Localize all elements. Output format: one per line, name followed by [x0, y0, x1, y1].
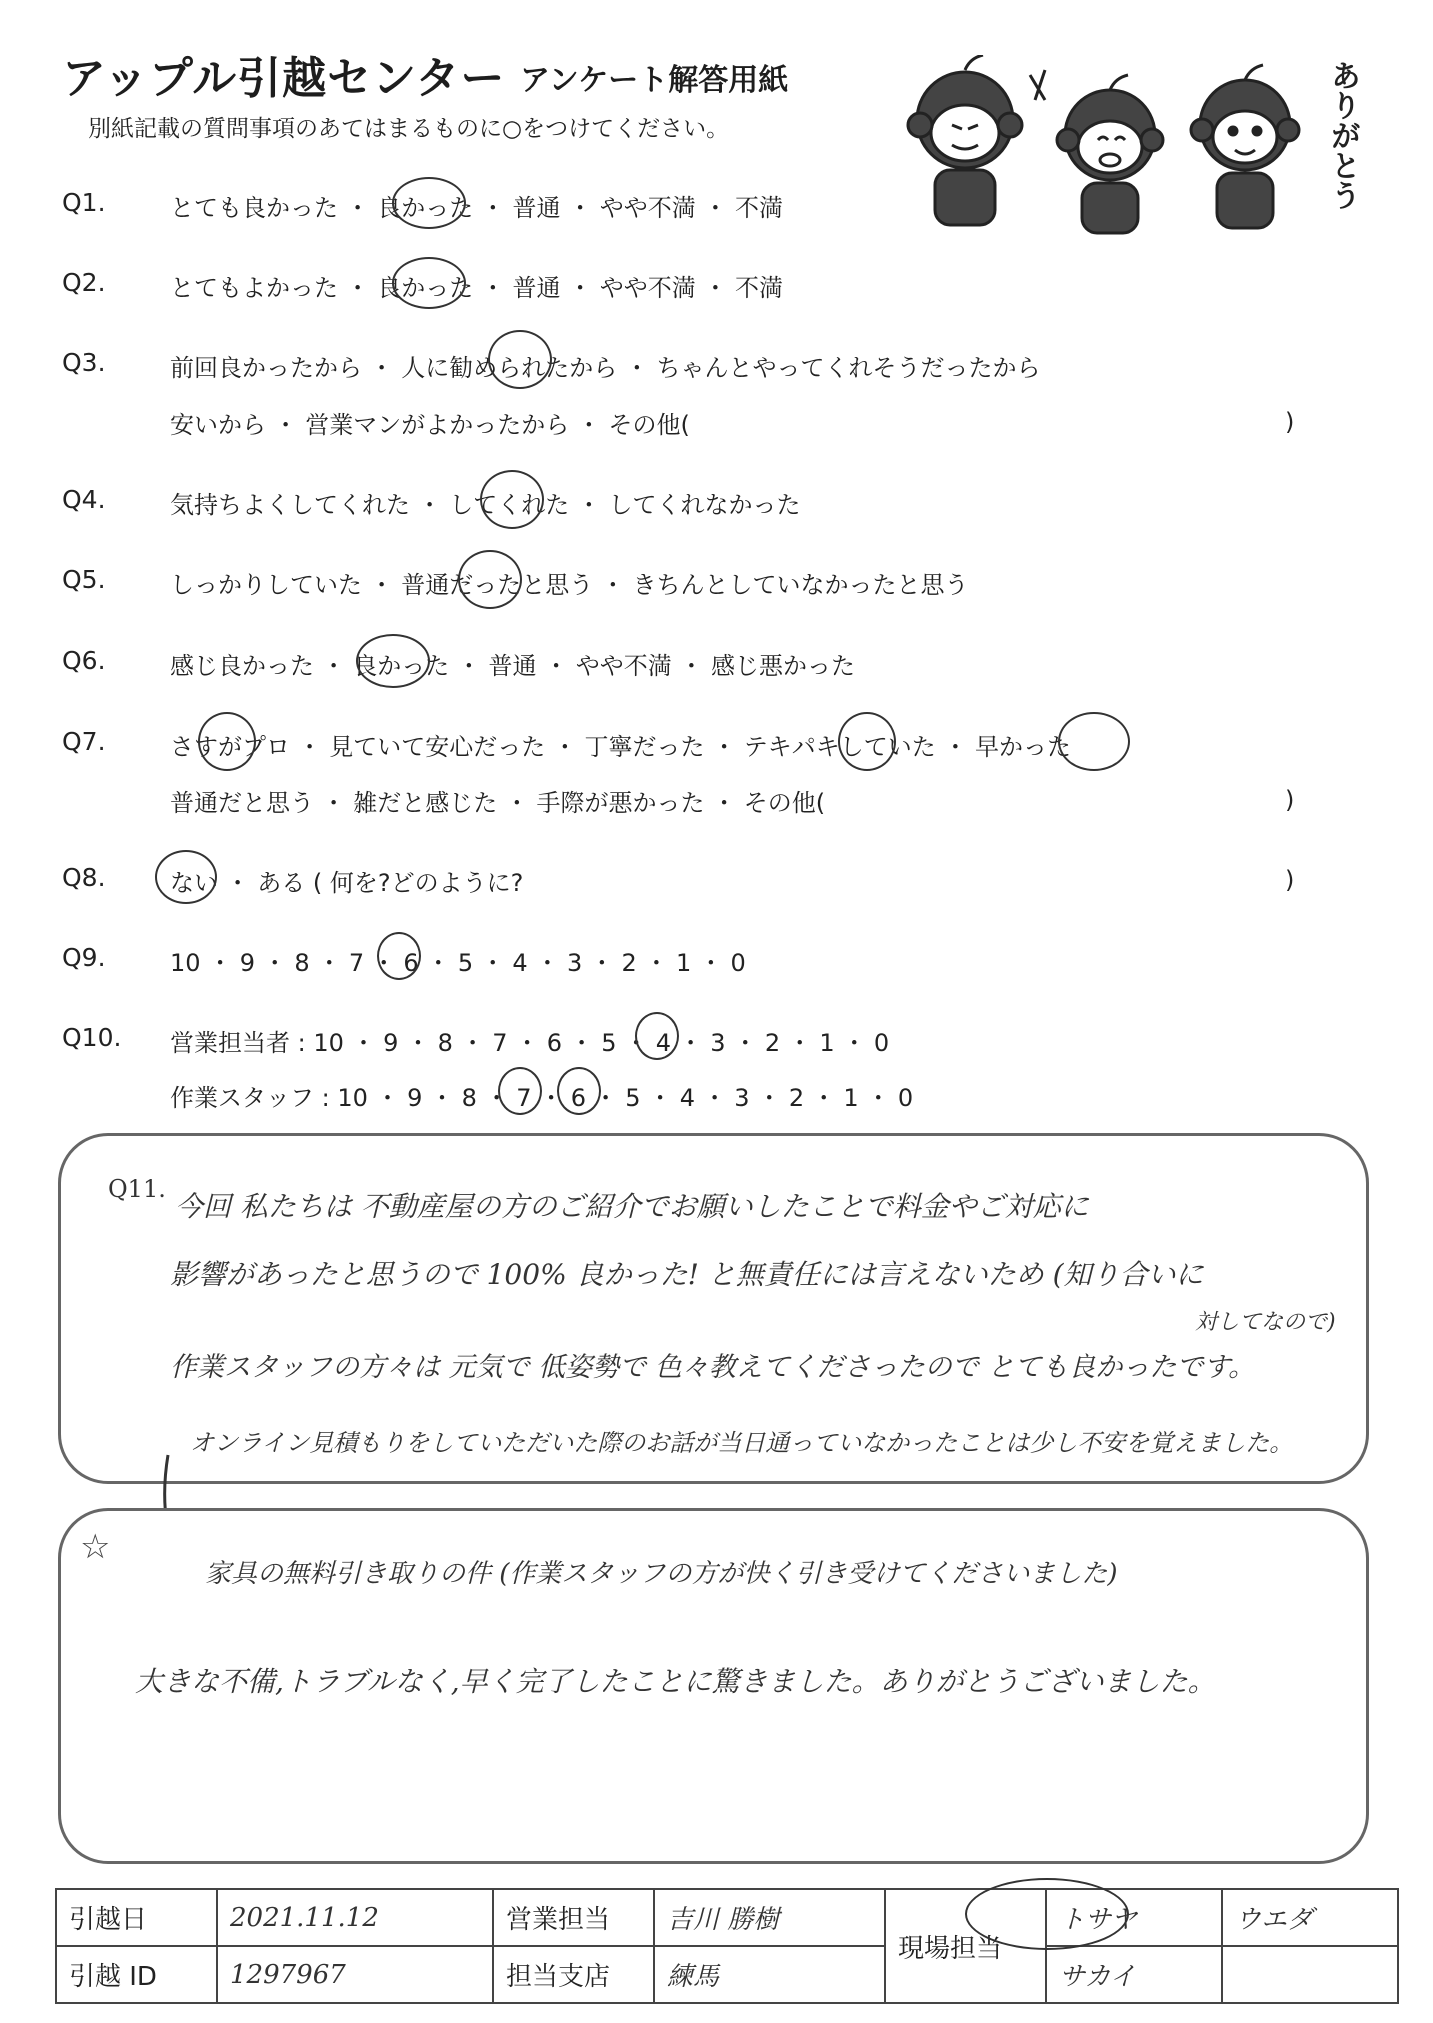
q8-options: ない ・ ある ( 何を?どのように?	[170, 869, 524, 897]
move-id-label: 引越 ID	[56, 1946, 217, 2003]
site-staff-2: ウエダ	[1222, 1889, 1398, 1946]
mascot-1	[908, 55, 1022, 225]
site-staff-3: サカイ	[1046, 1946, 1222, 2003]
q7-label: Q7.	[62, 727, 106, 756]
selection-circle-q7-fast	[1058, 712, 1130, 771]
q11-comment-line5: オンライン見積もりをしていただいた際のお話が当日通っていなかったことは少し不安を覚えました。	[190, 1429, 1294, 1457]
branch-label: 担当支店	[493, 1946, 654, 2003]
company-title: アップル引越センター	[62, 53, 506, 104]
form-subtitle: アンケート解答用紙	[520, 63, 789, 98]
thanks-text: ありがとう	[1325, 60, 1360, 210]
move-id-value: 1297967	[217, 1946, 493, 2003]
q4-options: 気持ちよくしてくれた ・ してくれた ・ してくれなかった	[170, 491, 801, 519]
q5-options: しっかりしていた ・ 普通だったと思う ・ きちんとしていなかったと思う	[170, 571, 969, 599]
q11-comment-line3: 対してなので)	[1195, 1310, 1336, 1335]
selection-circle-q4	[480, 470, 544, 529]
mascot-illustration	[880, 55, 1350, 240]
q6-options: 感じ良かった ・ 良かった ・ 普通 ・ やや不満 ・ 感じ悪かった	[170, 652, 856, 680]
q1-label: Q1.	[62, 188, 106, 217]
selection-circle-q7-tekipaki	[838, 712, 896, 771]
extra-comment-line1: 家具の無料引き取りの件 (作業スタッフの方が快く引き受けてくださいました)	[205, 1559, 1118, 1589]
selection-circle-q5	[458, 550, 522, 609]
sales-label: 営業担当	[493, 1889, 654, 1946]
q8-label: Q8.	[62, 863, 106, 892]
site-staff-4	[1222, 1946, 1398, 2003]
instruction-text: 別紙記載の質問事項のあてはまるものに○をつけてください。	[88, 116, 730, 142]
selection-circle-q1	[392, 177, 466, 229]
q2-label: Q2.	[62, 268, 106, 297]
q3-options-line2: 安いから ・ 営業マンがよかったから ・ その他(	[170, 411, 690, 439]
q3-label: Q3.	[62, 348, 106, 377]
site-label: 現場担当	[885, 1889, 1046, 2003]
q10-sales-options: 営業担当者 : 10 ・ 9 ・ 8 ・ 7 ・ 6 ・ 5 ・ 4 ・ 3 ・ 2 ・ 1 ・ 0	[170, 1029, 890, 1057]
move-date-label: 引越日	[56, 1889, 217, 1946]
mascot-3	[1191, 65, 1299, 228]
selection-circle-q7-pro	[198, 712, 256, 771]
q3-close-paren: )	[1285, 408, 1295, 436]
star-icon: ☆	[80, 1527, 111, 1567]
q4-label: Q4.	[62, 485, 106, 514]
selection-circle-q10-staff-crossed	[557, 1067, 601, 1115]
footer-info-table	[55, 1888, 1399, 2004]
mascot-2	[1030, 70, 1163, 233]
q9-options: 10 ・ 9 ・ 8 ・ 7 ・ 6 ・ 5 ・ 4 ・ 3 ・ 2 ・ 1 ・ 0	[170, 949, 746, 977]
q11-comment-line2: 影響があったと思うので 100% 良かった! と無責任には言えないため (知り合いに	[170, 1258, 1204, 1291]
selection-circle-q6	[356, 634, 430, 688]
q11-comment-line1: 今回 私たちは 不動産屋の方のご紹介でお願いしたことで料金やご対応に	[175, 1190, 1089, 1223]
site-staff-1: トサヤ	[1046, 1889, 1222, 1946]
q2-options: とてもよかった ・ 良かった ・ 普通 ・ やや不満 ・ 不満	[170, 274, 784, 302]
selection-circle-q9	[377, 932, 421, 980]
q7-close-paren: )	[1285, 786, 1295, 814]
q10-label: Q10.	[62, 1023, 122, 1052]
extra-comment-line2: 大きな不備,トラブルなく,早く完了したことに驚きました。ありがとうございました。	[135, 1665, 1216, 1698]
q1-options: とても良かった ・ 良かった ・ 普通 ・ やや不満 ・ 不満	[170, 194, 784, 222]
selection-circle-q3	[488, 330, 552, 389]
q6-label: Q6.	[62, 646, 106, 675]
selection-circle-q2	[392, 257, 466, 309]
branch-value: 練馬	[654, 1946, 885, 2003]
q8-close-paren: )	[1285, 866, 1295, 894]
q11-comment-line4: 作業スタッフの方々は 元気で 低姿勢で 色々教えてくださったので とても良かったです。	[170, 1352, 1256, 1383]
selection-circle-q8	[155, 850, 217, 904]
staff-selection-circle	[965, 1878, 1129, 1950]
q9-label: Q9.	[62, 943, 106, 972]
q7-options-line2: 普通だと思う ・ 雑だと感じた ・ 手際が悪かった ・ その他(	[170, 789, 826, 817]
q3-options-line1: 前回良かったから ・ 人に勧められたから ・ ちゃんとやってくれそうだったから	[170, 354, 1041, 382]
q5-label: Q5.	[62, 565, 106, 594]
q10-staff-options: 作業スタッフ : 10 ・ 9 ・ 8 ・ 7 ・ 6 ・ 5 ・ 4 ・ 3 ・ 2 ・ 1 ・ 0	[170, 1084, 914, 1112]
sales-name-value: 吉川 勝樹	[654, 1889, 885, 1946]
move-date-value: 2021.11.12	[217, 1889, 493, 1946]
q7-options-line1: さすがプロ ・ 見ていて安心だった ・ 丁寧だった ・ テキパキしていた ・ 早かった	[170, 733, 1072, 761]
q11-label: Q11.	[108, 1175, 166, 1203]
selection-circle-q10-staff	[498, 1067, 542, 1115]
selection-circle-q10-sales	[635, 1012, 679, 1060]
